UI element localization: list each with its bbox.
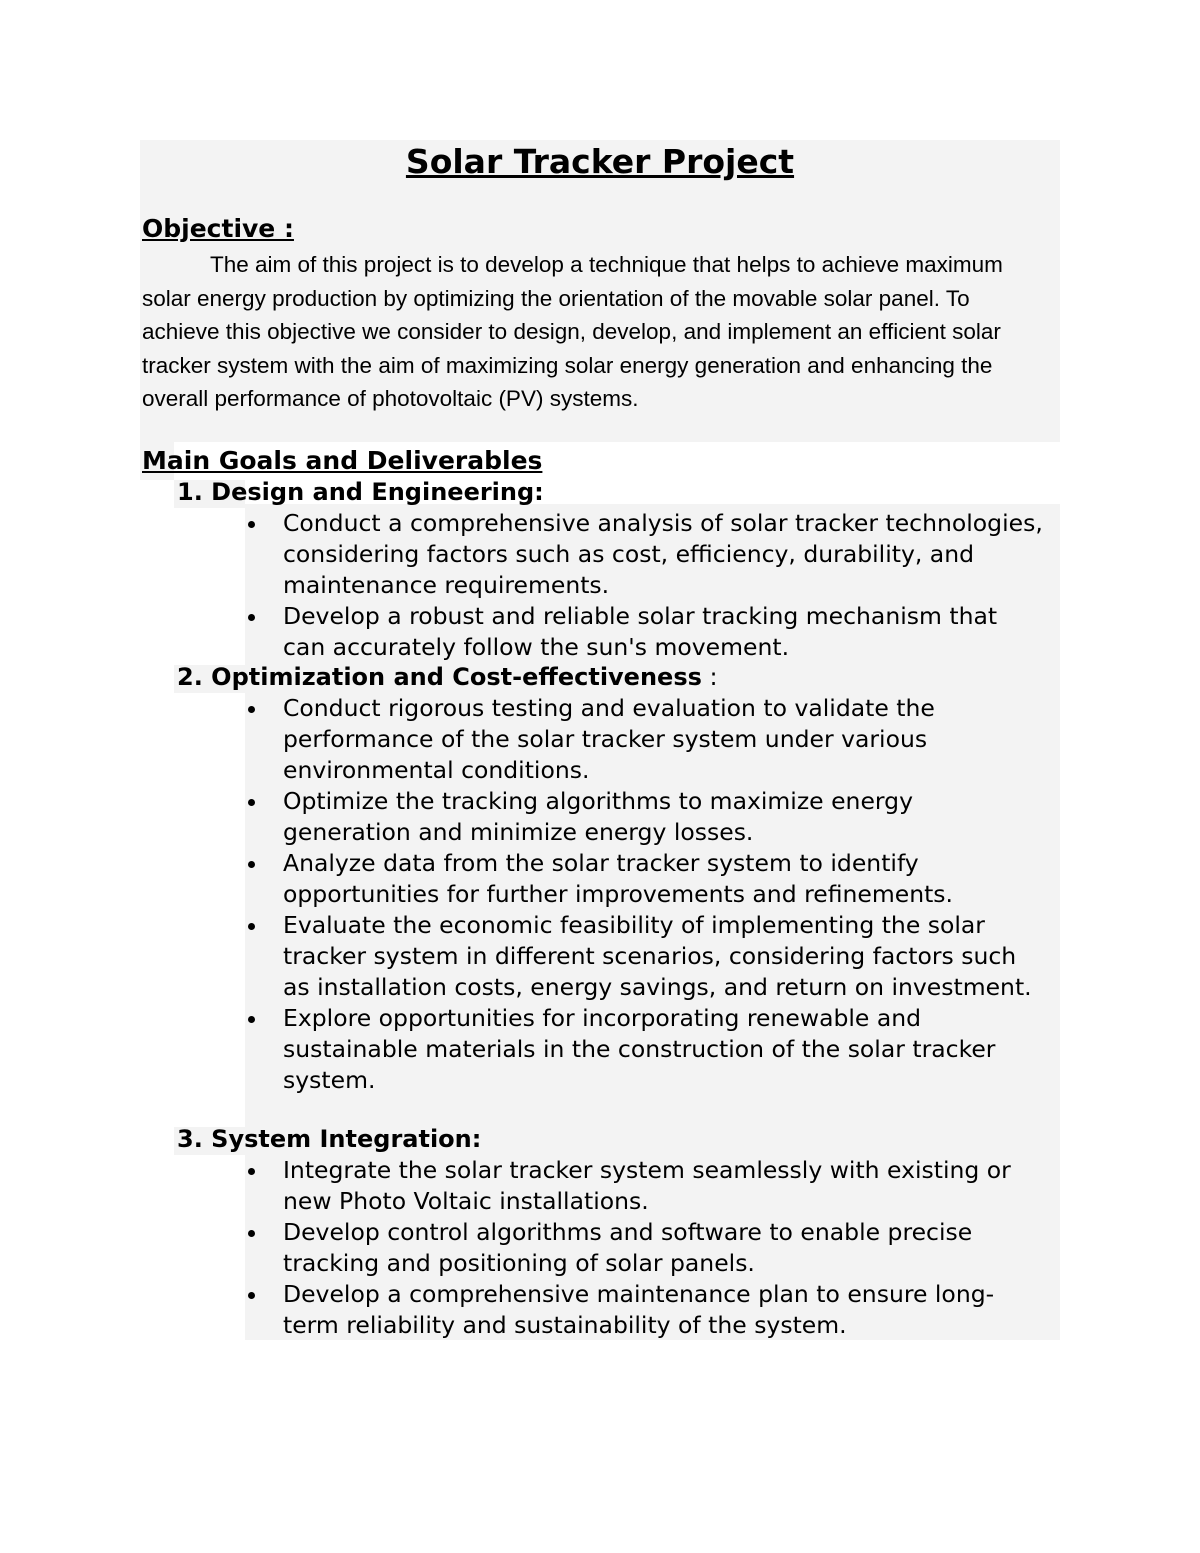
section-optimization	[177, 662, 718, 693]
list-item	[245, 786, 1045, 848]
bullet-icon	[248, 1292, 255, 1299]
objective-heading: Objective :	[142, 214, 294, 243]
list-item-text: Conduct a comprehensive analysis of solar tracker technologies, considering factors such as cost, efficiency, durability, and maintenance requirements.	[283, 509, 1043, 599]
list-item-text: Integrate the solar tracker system seamlessly with existing or new Photo Voltaic installations.	[283, 1156, 1011, 1215]
list-item	[245, 910, 1045, 1003]
section-label: 2. Optimization and Cost-effectiveness	[177, 663, 702, 691]
list-item-text: Conduct rigorous testing and evaluation to validate the performance of the solar tracker system under various environmental conditions.	[283, 694, 935, 784]
bullet-icon	[248, 799, 255, 806]
list-item	[245, 508, 1045, 601]
list-item-text: Develop control algorithms and software to enable precise tracking and positioning of solar panels.	[283, 1218, 973, 1277]
list-item	[245, 601, 1045, 663]
list-item	[245, 693, 1045, 786]
objective-paragraph	[142, 248, 1042, 416]
bullet-icon	[248, 521, 255, 528]
list-item	[245, 1003, 1045, 1096]
document-title: Solar Tracker Project	[405, 142, 795, 181]
bullet-icon	[248, 923, 255, 930]
list-item-text: Explore opportunities for incorporating renewable and sustainable materials in the construction of the solar tracker system.	[283, 1004, 996, 1094]
list-item-text: Optimize the tracking algorithms to maximize energy generation and minimize energy losses.	[283, 787, 913, 846]
list-item	[245, 1217, 1045, 1279]
objective-text: The aim of this project is to develop a technique that helps to achieve maximum solar energy production by optimizing the orientation of the movable solar panel. To achieve this objective we consider to design, develop, and implement an efficient solar tracker system with the aim of maximizing solar energy generation and enhancing the overall performance of photovoltaic (PV) systems.	[142, 252, 1003, 411]
list-item-text: Develop a comprehensive maintenance plan to ensure long-term reliability and sustainability of the system.	[283, 1280, 995, 1339]
section-label: 1. Design and Engineering:	[177, 478, 544, 506]
section-label: 3. System Integration:	[177, 1125, 482, 1153]
section-design-engineering	[177, 477, 544, 508]
bullet-list-optimization	[245, 693, 1045, 1096]
list-item	[245, 1155, 1045, 1217]
main-goals-heading: Main Goals and Deliverables	[142, 446, 543, 475]
list-item-text: Evaluate the economic feasibility of implementing the solar tracker system in different scenarios, considering factors such as installation costs, energy savings, and return on investment.	[283, 911, 1032, 1001]
bullet-icon	[248, 706, 255, 713]
bullet-icon	[248, 861, 255, 868]
bullet-icon	[248, 614, 255, 621]
list-item	[245, 848, 1045, 910]
section-suffix: :	[701, 663, 718, 691]
list-item-text: Analyze data from the solar tracker system to identify opportunities for further improvements and refinements.	[283, 849, 954, 908]
bullet-icon	[248, 1016, 255, 1023]
bullet-icon	[248, 1168, 255, 1175]
list-item-text: Develop a robust and reliable solar tracking mechanism that can accurately follow the sun's movement.	[283, 602, 998, 661]
bullet-list-design-engineering	[245, 508, 1045, 663]
bullet-list-system-integration	[245, 1155, 1045, 1341]
bullet-icon	[248, 1230, 255, 1237]
section-system-integration	[177, 1124, 481, 1155]
list-item	[245, 1279, 1045, 1341]
